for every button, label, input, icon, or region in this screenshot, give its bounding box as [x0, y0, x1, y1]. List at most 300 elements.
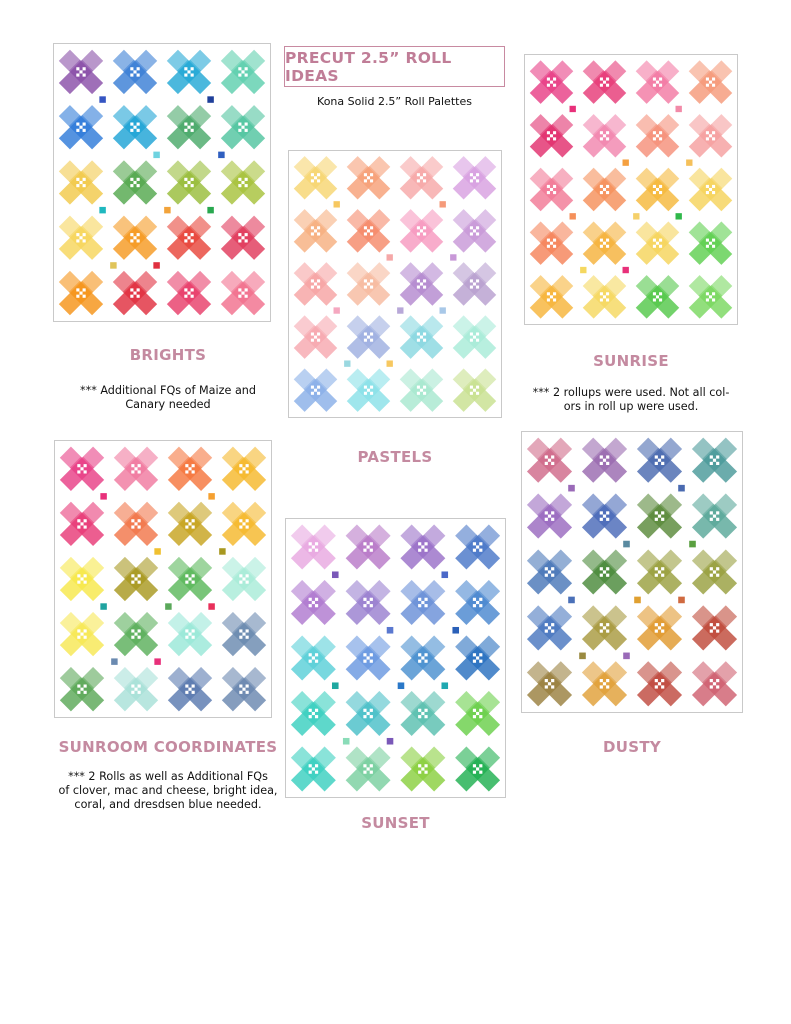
quilt-check [246, 464, 249, 467]
quilt-check [133, 292, 136, 295]
quilt-check [658, 515, 661, 518]
quilt-check [238, 73, 241, 76]
quilt-check [317, 339, 320, 342]
quilt-check [476, 332, 479, 335]
quilt-block [54, 149, 114, 215]
quilt-check [184, 184, 187, 187]
quilt-check [77, 581, 80, 584]
quilt-block [625, 55, 690, 115]
quilt-check [367, 767, 370, 770]
quilt-square [387, 360, 393, 366]
quilt-check [606, 511, 609, 514]
quilt-check [317, 179, 320, 182]
quilt-check [553, 78, 556, 81]
quilt-check [653, 84, 656, 87]
quilt-check [600, 574, 603, 577]
quilt-check [418, 764, 421, 767]
quilt-square [153, 262, 159, 268]
quilt-square [623, 653, 630, 660]
quilt-block [678, 157, 737, 222]
quilt-check [606, 679, 609, 682]
quilt-check [600, 679, 603, 682]
quilt-square [440, 307, 446, 313]
quilt-check [716, 511, 719, 514]
quilt-check [191, 129, 194, 132]
quilt-check [421, 545, 424, 548]
quilt-check [710, 455, 713, 458]
quilt-square [100, 493, 106, 499]
quilt-check [239, 684, 242, 687]
quilt-check [370, 386, 373, 389]
quilt-check [712, 191, 715, 194]
quilt-check [473, 549, 476, 552]
quilt-check [363, 542, 366, 545]
quilt-check [551, 679, 554, 682]
quilt-check [138, 684, 141, 687]
note-sunrise [518, 386, 744, 414]
quilt-check [134, 522, 137, 525]
quilt-check [137, 288, 140, 291]
quilt-check [545, 623, 548, 626]
quilt-check [83, 129, 86, 132]
quilt-check [309, 709, 312, 712]
quilt-check [655, 629, 658, 632]
quilt-check [364, 392, 367, 395]
quilt-square [398, 682, 405, 689]
quilt-square [623, 159, 629, 165]
quilt-check [551, 623, 554, 626]
quilt-check [84, 581, 87, 584]
quilt-check [370, 771, 373, 774]
quilt-check [600, 518, 603, 521]
quilt-check [600, 623, 603, 626]
quilt-check [79, 181, 82, 184]
quilt-check [363, 715, 366, 718]
quilt-check [370, 232, 373, 235]
quilt-check [131, 691, 134, 694]
quilt-check [131, 464, 134, 467]
quilt-check [606, 518, 609, 521]
quilt-check [553, 292, 556, 295]
quilt-check [246, 636, 249, 639]
quilt-check [242, 522, 245, 525]
quilt-check [600, 298, 603, 301]
quilt-square [633, 213, 639, 219]
quilt-check [473, 660, 476, 663]
quilt-check [423, 173, 426, 176]
quilt-check [370, 279, 373, 282]
quilt-check [84, 464, 87, 467]
quilt-square [99, 96, 105, 102]
quilt-block [444, 569, 505, 636]
quilt-check [473, 764, 476, 767]
quilt-check [137, 178, 140, 181]
quilt-square [154, 548, 160, 554]
quilt-check [658, 626, 661, 629]
quilt-check [192, 684, 195, 687]
quilt-block [102, 260, 168, 321]
quilt-check [545, 462, 548, 465]
quilt-check [130, 123, 133, 126]
quilt-check [470, 232, 473, 235]
quilt-check [370, 392, 373, 395]
quilt-check [238, 184, 241, 187]
quilt-check [367, 656, 370, 659]
quilt-check [551, 462, 554, 465]
quilt-check [473, 282, 476, 285]
quilt-check [658, 459, 661, 462]
quilt-block [525, 157, 584, 222]
quilt-block [156, 260, 222, 321]
quilt-check [192, 629, 195, 632]
quilt-check [370, 332, 373, 335]
quilt-block [54, 205, 114, 271]
quilt-check [606, 623, 609, 626]
quilt-check [138, 525, 141, 528]
quilt-check [418, 598, 421, 601]
quilt-check [370, 549, 373, 552]
quilt-check [246, 581, 249, 584]
quilt-check [600, 685, 603, 688]
quilt-check [600, 462, 603, 465]
quilt-check [600, 455, 603, 458]
quilt-check [424, 542, 427, 545]
quilt-check [317, 226, 320, 229]
quilt-check [656, 295, 659, 298]
quilt-check [242, 467, 245, 470]
quilt-check [370, 339, 373, 342]
quilt-check [712, 185, 715, 188]
quilt-check [603, 134, 606, 137]
quilt-check [138, 691, 141, 694]
quilt-check [470, 179, 473, 182]
quilt-check [655, 455, 658, 458]
quilt-check [192, 525, 195, 528]
quilt-check [600, 84, 603, 87]
quilt-square [208, 493, 214, 499]
quilt-block [678, 211, 737, 276]
quilt-check [192, 464, 195, 467]
quilt-check [370, 709, 373, 712]
quilt-check [77, 464, 80, 467]
quilt-check [133, 70, 136, 73]
quilt-check [716, 679, 719, 682]
quilt-block [681, 594, 742, 662]
quilt-check [710, 567, 713, 570]
quilt-check [185, 684, 188, 687]
quilt-check [242, 577, 245, 580]
quilt-check [130, 73, 133, 76]
quilt-check [363, 660, 366, 663]
quilt-check [84, 470, 87, 473]
quilt-check [130, 239, 133, 242]
quilt-check [656, 81, 659, 84]
quilt-check [245, 233, 248, 236]
quilt-check [191, 73, 194, 76]
quilt-check [363, 604, 366, 607]
quilt-check [364, 279, 367, 282]
quilt-block [289, 251, 348, 316]
quilt-check [473, 653, 476, 656]
quilt-check [606, 574, 609, 577]
quilt-check [470, 392, 473, 395]
quilt-check [661, 629, 664, 632]
quilt-check [709, 242, 712, 245]
quilt-check [606, 685, 609, 688]
quilt-check [553, 84, 556, 87]
quilt-block [55, 491, 115, 557]
quilt-check [76, 123, 79, 126]
quilt-check [716, 574, 719, 577]
quilt-square [689, 541, 696, 548]
quilt-check [548, 626, 551, 629]
quilt-check [311, 279, 314, 282]
quilt-check [187, 70, 190, 73]
quilt-check [83, 67, 86, 70]
quilt-check [311, 232, 314, 235]
quilt-check [424, 764, 427, 767]
quilt-check [659, 84, 662, 87]
quilt-square [99, 207, 105, 213]
quilt-check [317, 279, 320, 282]
quilt-check [659, 137, 662, 140]
quilt-check [238, 288, 241, 291]
quilt-check [418, 604, 421, 607]
quilt-check [191, 239, 194, 242]
quilt-check [659, 239, 662, 242]
quilt-check [547, 78, 550, 81]
quilt-block [286, 569, 347, 636]
quilt-check [241, 126, 244, 129]
quilt-check [545, 511, 548, 514]
quilt-square [452, 627, 459, 634]
quilt-check [551, 574, 554, 577]
quilt-check [606, 567, 609, 570]
quilt-check [192, 581, 195, 584]
quilt-check [370, 542, 373, 545]
quilt-check [367, 282, 370, 285]
quilt-block [211, 491, 271, 557]
quilt-check [191, 67, 194, 70]
quilt-square [164, 207, 170, 213]
quilt-check [363, 709, 366, 712]
quilt-check [246, 629, 249, 632]
quilt-check [130, 178, 133, 181]
quilt-block [678, 103, 737, 168]
quilt-check [473, 336, 476, 339]
quilt-check [479, 598, 482, 601]
quilt-check [370, 226, 373, 229]
quilt-check [315, 549, 318, 552]
quilt-check [551, 567, 554, 570]
quilt-check [315, 653, 318, 656]
quilt-check [185, 574, 188, 577]
quilt-check [184, 239, 187, 242]
quilt-square [579, 653, 586, 660]
quilt-check [241, 292, 244, 295]
quilt-block [103, 656, 169, 717]
quilt-check [84, 691, 87, 694]
quilt-check [712, 137, 715, 140]
quilt-check [185, 470, 188, 473]
quilt-check [420, 336, 423, 339]
quilt-check [423, 232, 426, 235]
quilt-check [311, 339, 314, 342]
quilt-check [191, 288, 194, 291]
quilt-check [312, 712, 315, 715]
quilt-check [470, 279, 473, 282]
quilt-check [134, 577, 137, 580]
quilt-check [312, 656, 315, 659]
quilt-square [218, 152, 224, 158]
quilt-check [716, 462, 719, 465]
quilt-check [712, 298, 715, 301]
quilt-check [192, 691, 195, 694]
quilt-check [309, 764, 312, 767]
quilt-block [157, 441, 223, 502]
quilt-check [245, 73, 248, 76]
quilt-check [238, 123, 241, 126]
quilt-block [522, 594, 583, 662]
quilt-check [246, 574, 249, 577]
quilt-check [476, 339, 479, 342]
quilt-check [80, 688, 83, 691]
quilt-square [387, 627, 394, 634]
quilt-check [314, 176, 317, 179]
quilt-square [441, 571, 448, 578]
quilt-check [553, 239, 556, 242]
quilt-check [553, 245, 556, 248]
note-sunrise-line2: ors in roll up were used. [563, 400, 699, 413]
quilt-check [606, 292, 609, 295]
quilt-check [710, 574, 713, 577]
quilt-check [421, 767, 424, 770]
quilt-check [239, 470, 242, 473]
quilt-square [570, 213, 576, 219]
quilt-check [423, 386, 426, 389]
quilt-check [716, 567, 719, 570]
quilt-square [165, 603, 171, 609]
quilt-check [188, 688, 191, 691]
quilt-check [424, 604, 427, 607]
quilt-square [110, 262, 116, 268]
quilt-check [545, 518, 548, 521]
label-pastels: PASTELS [357, 448, 433, 466]
quilt-check [603, 81, 606, 84]
quilt-check [363, 764, 366, 767]
quilt-check [603, 570, 606, 573]
quilt-block [334, 735, 401, 797]
quilt-block [681, 538, 742, 606]
quilt-check [600, 245, 603, 248]
quilt-square [154, 658, 160, 664]
quilt-check [242, 633, 245, 636]
quilt-block [525, 211, 584, 276]
quilt-sunset-art [286, 519, 505, 797]
quilt-check [314, 282, 317, 285]
quilt-check [424, 549, 427, 552]
quilt-check [76, 184, 79, 187]
quilt-check [606, 131, 609, 134]
quilt-square [580, 267, 586, 273]
quilt-check [661, 511, 664, 514]
quilt-square [332, 571, 339, 578]
quilt-sunrise-art [525, 55, 737, 324]
quilt-square [686, 159, 692, 165]
quilt-check [417, 392, 420, 395]
quilt-square [676, 213, 682, 219]
quilt-check [659, 131, 662, 134]
quilt-block [442, 304, 501, 369]
quilt-check [548, 459, 551, 462]
quilt-check [713, 515, 716, 518]
quilt-check [370, 604, 373, 607]
quilt-square [568, 597, 575, 604]
quilt-check [476, 712, 479, 715]
quilt-check [706, 239, 709, 242]
quilt-check [83, 239, 86, 242]
quilt-check [473, 604, 476, 607]
quilt-check [606, 245, 609, 248]
quilt-check [551, 518, 554, 521]
quilt-check [309, 604, 312, 607]
quilt-check [76, 233, 79, 236]
quilt-check [606, 185, 609, 188]
quilt-check [550, 81, 553, 84]
quilt-check [79, 126, 82, 129]
quilt-check [363, 549, 366, 552]
quilt-check [479, 653, 482, 656]
quilt-check [79, 236, 82, 239]
quilt-brights [53, 43, 271, 322]
quilt-check [661, 455, 664, 458]
quilt-block [571, 432, 639, 494]
quilt-check [709, 188, 712, 191]
quilt-check [661, 462, 664, 465]
quilt-check [655, 623, 658, 626]
quilt-check [545, 685, 548, 688]
quilt-check [84, 525, 87, 528]
quilt-check [417, 332, 420, 335]
quilt-check [547, 137, 550, 140]
quilt-check [84, 519, 87, 522]
quilt-square [343, 738, 350, 745]
quilt-check [245, 239, 248, 242]
quilt-check [550, 295, 553, 298]
quilt-check [238, 67, 241, 70]
quilt-check [192, 574, 195, 577]
quilt-check [417, 279, 420, 282]
quilt-check [659, 185, 662, 188]
quilt-block [444, 624, 505, 691]
quilt-check [367, 389, 370, 392]
quilt-check [476, 545, 479, 548]
quilt-check [547, 245, 550, 248]
quilt-check [241, 236, 244, 239]
quilt-check [603, 682, 606, 685]
quilt-check [606, 137, 609, 140]
quilt-check [367, 176, 370, 179]
quilt-block [286, 624, 347, 691]
quilt-check [191, 123, 194, 126]
quilt-check [417, 173, 420, 176]
quilt-check [315, 660, 318, 663]
quilt-check [311, 392, 314, 395]
quilt-check [653, 185, 656, 188]
quilt-check [238, 129, 241, 132]
quilt-check [133, 236, 136, 239]
quilt-check [241, 181, 244, 184]
